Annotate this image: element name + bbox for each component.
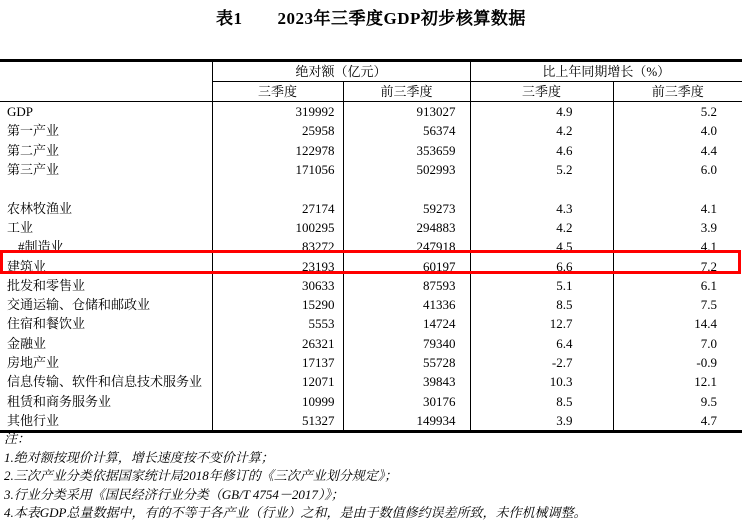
sub-header-q3-growth: 三季度 — [470, 82, 613, 102]
row-label: 住宿和餐饮业 — [0, 314, 212, 333]
value-cell: 7.0 — [700, 335, 718, 351]
row-label: 金融业 — [0, 334, 212, 353]
table-row — [0, 334, 742, 353]
value-cell: 3.9 — [700, 219, 718, 235]
table-header — [0, 61, 742, 102]
value-cell: 15290 — [212, 295, 343, 314]
note-item: 2.三次产业分类依据国家统计局2018年修订的《三次产业划分规定》； — [4, 468, 398, 484]
group-header-row — [0, 61, 742, 82]
row-label: 房地产业 — [0, 353, 212, 372]
value-cell: 6.0 — [700, 162, 718, 178]
value-cell: 4.0 — [700, 123, 718, 139]
table-row — [0, 218, 742, 237]
value-cell: 4.3 — [470, 198, 613, 217]
value-cell: 39843 — [343, 372, 470, 391]
table-row — [0, 295, 742, 314]
row-label: 信息传输、软件和信息技术服务业 — [0, 372, 212, 391]
value-cell: 100295 — [212, 218, 343, 237]
value-cell: 30633 — [212, 276, 343, 295]
value-cell: 41336 — [343, 295, 470, 314]
value-cell: 4.2 — [470, 121, 613, 140]
value-cell: 6.4 — [470, 334, 613, 353]
table-row — [0, 160, 742, 179]
value-cell: -2.7 — [470, 353, 613, 372]
value-cell: 79340 — [343, 334, 470, 353]
value-cell: 60197 — [343, 256, 470, 275]
value-cell: 12.7 — [470, 314, 613, 333]
group-header-absolute: 绝对额（亿元） — [212, 61, 470, 82]
value-cell: 4.2 — [470, 218, 613, 237]
row-label: 租赁和商务服务业 — [0, 391, 212, 410]
table-row — [0, 102, 742, 122]
value-cell: 8.5 — [470, 295, 613, 314]
value-cell: 171056 — [212, 160, 343, 179]
group-header-growth: 比上年同期增长（%） — [470, 61, 742, 82]
value-cell: 17137 — [212, 353, 343, 372]
row-label: 交通运输、仓储和邮政业 — [0, 295, 212, 314]
value-cell: 353659 — [343, 141, 470, 160]
row-label: 建筑业 — [0, 256, 212, 275]
value-cell: 14.4 — [694, 316, 718, 332]
table-row-highlighted — [0, 256, 742, 275]
gdp-table — [0, 59, 742, 433]
value-cell: 55728 — [343, 353, 470, 372]
value-cell: -0.9 — [696, 355, 718, 370]
value-cell: 56374 — [343, 121, 470, 140]
table-row — [0, 353, 742, 372]
value-cell: 122978 — [212, 141, 343, 160]
value-cell: 4.7 — [700, 412, 718, 428]
row-label: 第二产业 — [0, 141, 212, 160]
spacer-row — [0, 179, 742, 198]
spacer-cell — [343, 179, 470, 198]
value-cell: 4.5 — [470, 237, 613, 256]
table-row — [0, 372, 742, 391]
sub-header-ytd-growth: 前三季度 — [651, 84, 704, 99]
value-cell: 59273 — [343, 198, 470, 217]
value-cell: 4.4 — [700, 142, 718, 158]
value-cell: 27174 — [212, 198, 343, 217]
row-label: 工业 — [0, 218, 212, 237]
value-cell: 25958 — [212, 121, 343, 140]
value-cell: 4.9 — [470, 102, 613, 122]
spacer-cell — [613, 179, 742, 198]
table-row — [0, 411, 742, 432]
row-label: 农林牧渔业 — [0, 198, 212, 217]
value-cell: 5553 — [212, 314, 343, 333]
data-table — [0, 59, 742, 433]
value-cell: 5.1 — [470, 276, 613, 295]
value-cell: 83272 — [212, 237, 343, 256]
table-row — [0, 276, 742, 295]
value-cell: 14724 — [343, 314, 470, 333]
row-label: #制造业 — [0, 237, 212, 256]
value-cell: 149934 — [343, 411, 470, 432]
row-label: 批发和零售业 — [0, 276, 212, 295]
value-cell: 12.1 — [694, 374, 718, 390]
value-cell: 87593 — [343, 276, 470, 295]
spacer-cell — [0, 179, 212, 198]
spacer-cell — [212, 179, 343, 198]
value-cell: 5.2 — [470, 160, 613, 179]
sub-header-q3-abs: 三季度 — [212, 82, 343, 102]
table-row — [0, 141, 742, 160]
value-cell: 4.1 — [700, 239, 718, 255]
value-cell: 9.5 — [700, 393, 718, 409]
table-row — [0, 237, 742, 256]
table-row — [0, 198, 742, 217]
value-cell: 30176 — [343, 391, 470, 410]
value-cell: 294883 — [343, 218, 470, 237]
notes-list — [4, 449, 738, 523]
note-item: 3.行业分类采用《国民经济行业分类（GB/T 4754－2017）》； — [4, 486, 344, 502]
table-row — [0, 391, 742, 410]
corner-cell — [0, 61, 212, 102]
row-label: 其他行业 — [0, 411, 212, 432]
value-cell: 10.3 — [470, 372, 613, 391]
value-cell: 502993 — [343, 160, 470, 179]
table-row — [0, 314, 742, 333]
row-label: GDP — [0, 102, 212, 122]
value-cell: 10999 — [212, 391, 343, 410]
value-cell: 913027 — [343, 102, 470, 122]
value-cell: 23193 — [212, 256, 343, 275]
value-cell: 7.2 — [700, 258, 718, 274]
sub-header-ytd-abs: 前三季度 — [343, 82, 470, 102]
value-cell: 319992 — [212, 102, 343, 122]
notes-heading: 注： — [4, 431, 31, 446]
value-cell: 6.6 — [470, 256, 613, 275]
value-cell: 4.1 — [700, 200, 718, 216]
table-body — [0, 102, 742, 432]
page-title: 表1 2023年三季度GDP初步核算数据 — [216, 9, 526, 28]
value-cell: 247918 — [343, 237, 470, 256]
row-label: 第三产业 — [0, 160, 212, 179]
value-cell: 7.5 — [700, 297, 718, 313]
value-cell: 5.2 — [700, 104, 718, 120]
note-item: 4.本表GDP总量数据中，有的不等于各产业（行业）之和，是由于数值修约误差所致，未作机械调整。 — [4, 505, 587, 521]
value-cell: 6.1 — [700, 277, 718, 293]
table-row — [0, 121, 742, 140]
value-cell: 4.6 — [470, 141, 613, 160]
value-cell: 12071 — [212, 372, 343, 391]
value-cell: 3.9 — [470, 411, 613, 432]
notes — [4, 430, 738, 523]
spacer-cell — [470, 179, 613, 198]
row-label: 第一产业 — [0, 121, 212, 140]
value-cell: 26321 — [212, 334, 343, 353]
value-cell: 51327 — [212, 411, 343, 432]
value-cell: 8.5 — [470, 391, 613, 410]
note-item: 1.绝对额按现价计算，增长速度按不变价计算； — [4, 449, 274, 465]
